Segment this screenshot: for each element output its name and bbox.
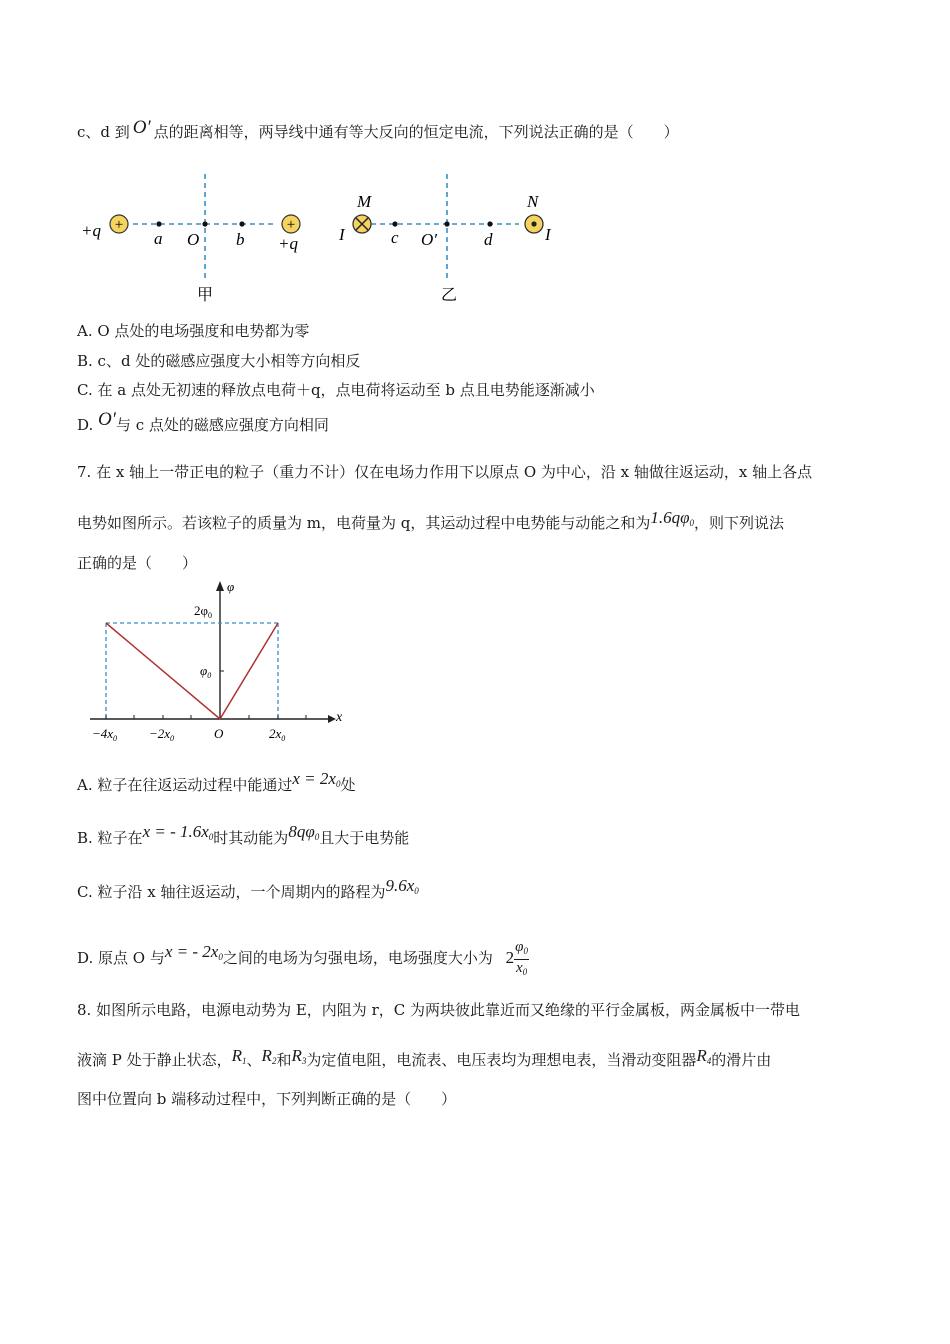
q7-option-d-den-sub: 0 [522,966,528,977]
q7-option-c-pre: C. 粒子沿 x 轴往返运动，一个周期内的路程为 [77,883,386,901]
graph-tick-label-m2 [149,726,174,743]
graph-label-phi0 [200,663,211,680]
potential-graph [80,575,370,755]
q8-stem-line3: 图中位置向 b 端移动过程中，下列判断正确的是（ ） [77,1090,457,1108]
q7-stem-line2-post: ，则下列说法 [694,514,785,532]
q8-line2-post: 的滑片由 [711,1051,772,1069]
q6-stem-part2: 点的距离相等，两导线中通有等大反向的恒定电流，下列说法正确的是（ ） [153,123,679,141]
q7-energy-sum-sub: 0 [689,518,695,528]
jia-charge-right-plus: + [286,217,296,233]
jia-charge-left-label: +q [81,221,101,240]
q8-sep1: 、 [246,1051,262,1069]
q7-option-d-den [514,960,529,980]
q6-option-c: C. 在 a 点处无初速的释放点电荷＋q，点电荷将运动至 b 点且电势能逐渐减小 [77,381,595,399]
q7-option-b-math2-main: 8qφ [288,822,315,841]
q7-option-b-pre: B. 粒子在 [77,829,143,847]
q6-option-d-post: 与 c 点处的磁感应强度方向相同 [115,416,329,434]
q7-stem-line2-pre: 电势如图所示。若该粒子的质量为 m，电荷量为 q，其运动过程中电势能与动能之和为 [77,514,651,532]
q7-option-d-math-sub: 0 [218,952,223,962]
q7-option-c-math [385,876,418,895]
q7-stem-line2 [77,508,784,533]
q7-option-b-math2 [288,822,319,841]
q6-option-d-point: O′ [98,409,116,430]
q6-option-b: B. c、d 处的磁感应强度大小相等方向相反 [77,352,361,370]
q7-option-b [77,822,409,848]
q6-option-d-pre: D. [77,416,94,434]
graph-y-arrow [216,581,224,591]
q6-stem-tail [77,118,679,142]
q7-energy-sum [650,508,694,527]
graph-tick-label-m2-sub: 0 [170,734,175,743]
q8-r3-sub: 3 [301,1056,307,1066]
q8-r1 [232,1046,247,1065]
graph-label-2phi0-sub: 0 [208,611,213,620]
yi-point-o-prime [444,221,449,226]
q7-option-d-coef: 2 [505,948,515,967]
yi-point-c [392,221,397,226]
q7-option-b-math [143,822,214,841]
q7-option-c [77,876,419,902]
q8-r4-main: R [696,1046,707,1065]
q7-option-b-math-sub: 0 [208,832,214,842]
jia-label-a: a [154,229,163,248]
q8-r3 [291,1046,306,1065]
q7-option-a-math-main: x = 2x [292,769,336,788]
potential-curve [106,623,278,719]
figure-jia [75,170,315,305]
q7-option-d-num-main: φ [515,938,524,955]
figure-yi [335,170,565,305]
jia-charge-left-plus: + [114,217,124,233]
q7-option-a-post: 处 [340,776,356,794]
yi-label-n: N [527,192,539,211]
graph-tick-label-o: O [214,726,224,741]
q7-option-d-num [514,939,529,960]
q7-option-c-math-main: 9.6x [385,876,415,895]
q6-option-d [77,410,329,435]
yi-label-i-left: I [339,225,345,244]
graph-tick-label-2-sub: 0 [281,734,286,743]
graph-tick-label-m4-main: −4x [92,726,114,741]
yi-label-c: c [391,228,399,247]
graph-label-2phi0-main: 2φ [194,603,209,618]
jia-point-b [239,221,244,226]
graph-phi-label: φ [227,579,235,594]
q8-stem-line1: 8. 如图所示电路，电源电动势为 E，内阻为 r，C 为两块彼此靠近而又绝缘的平行金属板，两金属板中一带电 [77,1001,800,1019]
graph-label-phi0-sub: 0 [207,671,212,680]
q7-option-a-math-sub: 0 [335,779,341,789]
graph-tick-label-m4-sub: 0 [113,734,118,743]
yi-label-i-right: I [545,225,551,244]
q8-r2-sub: 2 [271,1056,277,1066]
yi-wire-m-into-page [353,215,371,233]
q8-line2-pre: 液滴 P 处于静止状态， [77,1051,232,1069]
q7-energy-sum-main: 1.6qφ [650,508,690,527]
q8-r1-main: R [231,1046,243,1065]
jia-caption: 甲 [197,287,214,304]
q7-option-d [77,930,529,977]
q7-option-b-post: 且大于电势能 [319,829,410,847]
q7-option-c-math-sub: 0 [414,886,419,896]
q6-stem-part1: c、d 到 [77,123,130,141]
q7-option-d-num-sub: 0 [523,945,528,956]
q8-r2-main: R [261,1046,272,1065]
q8-stem-line2 [77,1046,771,1071]
q7-option-d-den-main: x [515,959,523,976]
graph-tick-label-m4 [92,726,117,743]
graph-tick-label-2 [269,726,285,743]
q7-option-b-math-main: x = - 1.6x [142,822,209,841]
yi-label-d: d [484,230,493,249]
q7-option-b-math2-sub: 0 [314,832,320,842]
q8-r1-sub: 1 [242,1056,247,1066]
q8-r4-sub: 4 [706,1056,712,1066]
q7-option-d-math-main: x = - 2x [164,942,219,961]
q7-option-d-pre: D. 原点 O 与 [77,949,165,967]
q6-option-a: A. O 点处的电场强度和电势都为零 [77,322,310,340]
q7-option-a-math [292,769,340,788]
graph-label-2phi0 [194,603,212,620]
yi-caption: 乙 [441,287,458,304]
q7-option-d-math [165,942,223,961]
yi-wire-n-out-of-page [525,215,543,233]
q6-point-o-prime: O′ [132,117,151,138]
q7-option-d-mid: 之间的电场为匀强电场，电场强度大小为 [222,949,493,967]
graph-tick-label-m2-main: −2x [149,726,171,741]
q7-stem-line1: 7. 在 x 轴上一带正电的粒子（重力不计）仅在电场力作用下以原点 O 为中心，沿 x 轴做往返运动，x 轴上各点 [77,463,813,481]
q8-r2 [262,1046,277,1065]
graph-x-label: x [336,710,343,725]
jia-point-o [202,221,207,226]
jia-point-a [156,221,161,226]
q8-line2-mid: 为定值电阻，电流表、电压表均为理想电表，当滑动变阻器 [306,1051,697,1069]
jia-charge-right-label: +q [278,234,298,253]
q7-option-b-mid: 时其动能为 [213,829,289,847]
graph-label-phi0-main: φ [200,663,208,678]
yi-point-d [487,221,492,226]
jia-label-o: O [187,230,200,249]
graph-tick-label-2-main: 2x [269,726,282,741]
q7-option-a [77,769,355,795]
yi-label-m: M [357,192,372,211]
q8-r3-main: R [291,1046,302,1065]
q7-option-d-fraction [514,939,529,980]
q7-option-a-pre: A. 粒子在往返运动过程中能通过 [77,776,293,794]
jia-label-b: b [236,230,245,249]
q7-stem-line3: 正确的是（ ） [77,554,198,572]
graph-x-arrow [328,715,336,723]
yi-label-o-prime: O′ [421,230,437,249]
q8-r4 [696,1046,711,1065]
q8-and: 和 [276,1051,292,1069]
